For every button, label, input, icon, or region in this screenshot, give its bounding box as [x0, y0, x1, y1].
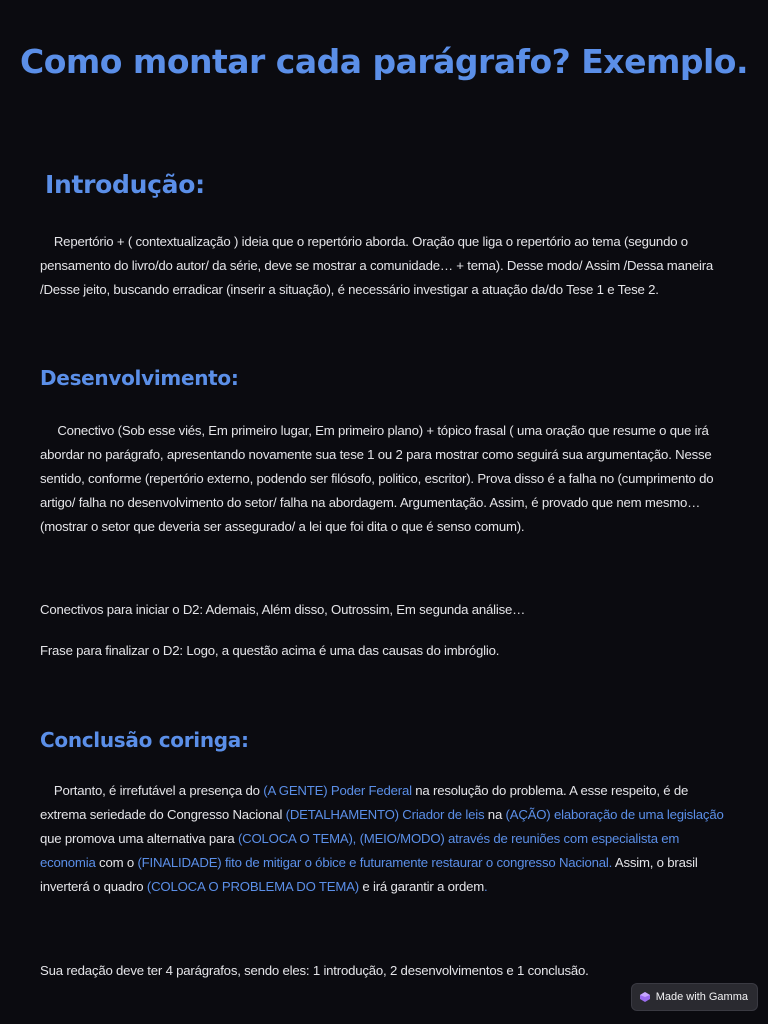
page-title: Como montar cada parágrafo? Exemplo.	[20, 42, 748, 81]
intro-heading: Introdução:	[45, 170, 205, 199]
conclusion-text: e irá garantir a ordem	[358, 879, 485, 894]
gamma-logo-icon	[640, 992, 650, 1002]
conclusion-highlight: (MEIO/MODO) através de reuniões com especialista em economia	[40, 831, 680, 870]
badge-label: Made with Gamma	[655, 991, 748, 1003]
intro-paragraph	[40, 230, 730, 302]
conclusion-highlight: .	[484, 879, 488, 894]
intro-text: Repertório + ( contextualização ) ideia que o repertório aborda. Oração que liga o repertório ao tema (segundo o pensamento do livro/do autor/ da série, deve se mostrar a comunidade… + tema). Desse modo/ Assim /Dessa maneira /Desse jeito, buscando erradicar (inserir a situação), é necessário investigar a atuação da/do Tese 1 e Tese 2.	[40, 234, 714, 297]
conclusion-highlight: (AÇÃO) elaboração de uma legislação	[505, 807, 724, 822]
conclusion-text: Assim, o brasil inverterá o quadro	[40, 855, 698, 894]
conclusion-text: com o	[95, 855, 138, 870]
conclusion-text: que promova uma alternativa para	[40, 831, 238, 846]
conclusion-highlight: (A GENTE) Poder Federal	[263, 783, 412, 798]
development-heading: Desenvolvimento:	[40, 366, 239, 390]
conclusion-highlight: (COLOCA O TEMA),	[237, 831, 357, 846]
conclusion-highlight: (COLOCA O PROBLEMA DO TEMA)	[146, 879, 359, 894]
development-paragraph	[40, 419, 730, 539]
closing-phrase-line: Frase para finalizar o D2: Logo, a questão acima é uma das causas do imbróglio.	[40, 643, 500, 658]
made-with-gamma-badge[interactable]	[631, 983, 758, 1011]
development-text: Conectivo (Sob esse viés, Em primeiro lugar, Em primeiro plano) + tópico frasal ( uma oração que resume o que irá abordar no parágrafo, apresentando novamente sua tese 1 ou 2 para mostrar como seguirá sua argumentação. Nesse sentido, conforme (repertório externo, podendo ser filósofo, politico, escritor). Prova disso é a falha no (cumprimento do artigo/ falha no desenvolvimento do setor/ falha na abordagem. Argumentação. Assim, é provado que nem mesmo…(mostrar o setor que deveria ser assegurado/ a lei que foi dita o que é senso comum).	[40, 423, 714, 534]
footer-note: Sua redação deve ter 4 parágrafos, sendo eles: 1 introdução, 2 desenvolvimentos e 1 conclusão.	[40, 963, 589, 978]
conclusion-heading: Conclusão coringa:	[40, 728, 249, 752]
conclusion-text: Portanto, é irrefutável a presença do	[53, 783, 264, 798]
conclusion-highlight: (DETALHAMENTO) Criador de leis	[285, 807, 485, 822]
conclusion-text: na resolução do problema. A esse respeito, é de extrema seriedade do Congresso Nacional	[40, 783, 689, 822]
conclusion-highlight: (FINALIDADE) fito de mitigar o óbice e futuramente restaurar o congresso Nacional.	[137, 855, 613, 870]
connectives-line: Conectivos para iniciar o D2: Ademais, Além disso, Outrossim, Em segunda análise…	[40, 602, 526, 617]
conclusion-paragraph	[40, 779, 730, 899]
conclusion-text: na	[484, 807, 506, 822]
